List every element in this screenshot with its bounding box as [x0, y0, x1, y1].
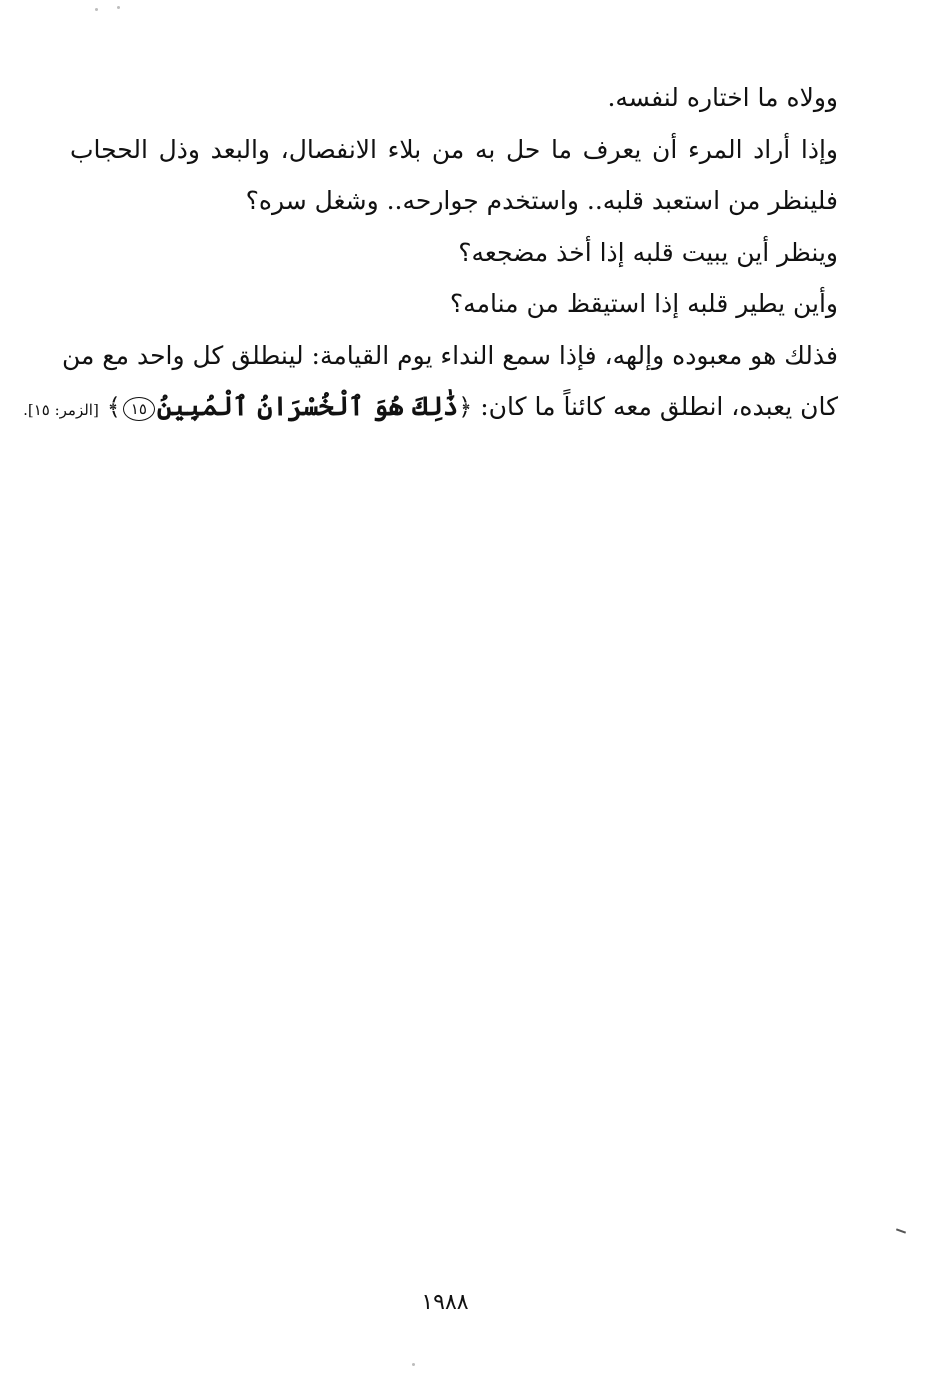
- scan-mark: [896, 1228, 906, 1233]
- text-line-5: وأين يطير قلبه إذا استيقظ من منامه؟: [449, 289, 838, 318]
- paragraph-2: [70, 124, 838, 227]
- text-line-4: وينظر أين يبيت قلبه إذا أخذ مضجعه؟: [458, 237, 838, 267]
- text-line-1: وولاه ما اختاره لنفسه.: [607, 83, 838, 112]
- quran-verse: ذَٰلِكَ هُوَ ٱلْخُسْرَانُ ٱلْمُبِينُ: [156, 392, 459, 422]
- main-text: [23, 72, 838, 437]
- scan-speck: [117, 6, 120, 9]
- paragraph-5: [23, 330, 838, 437]
- scan-speck: [412, 1363, 415, 1366]
- text-line-2: وإذا أراد المرء أن يعرف ما حل به من بلاء الانفصال، والبعد وذل الحجاب: [70, 134, 838, 164]
- scan-speck: [95, 8, 98, 11]
- paragraph-1: [70, 72, 838, 124]
- verse-number-marker: ١٥: [123, 397, 155, 421]
- page-number: ١٩٨٨: [421, 1290, 469, 1315]
- paragraph-4: [70, 278, 838, 330]
- line-7-prefix: كان يعبده، انطلق معه كائناً ما كان:: [480, 392, 838, 421]
- verse-citation: [الزمر: ١٥].: [23, 401, 99, 419]
- paragraph-3: [70, 227, 838, 279]
- text-line-6: فذلك هو معبوده وإلهه، فإذا سمع النداء يوم القيامة: لينطلق كل واحد مع من: [61, 340, 838, 370]
- text-line-3: فلينظر من استعبد قلبه.. واستخدم جوارحه.. وشغل سره؟: [245, 186, 838, 215]
- quran-close-bracket: ﴾: [106, 393, 121, 421]
- quran-open-bracket: ﴿: [458, 393, 473, 421]
- text-line-7: [23, 381, 838, 437]
